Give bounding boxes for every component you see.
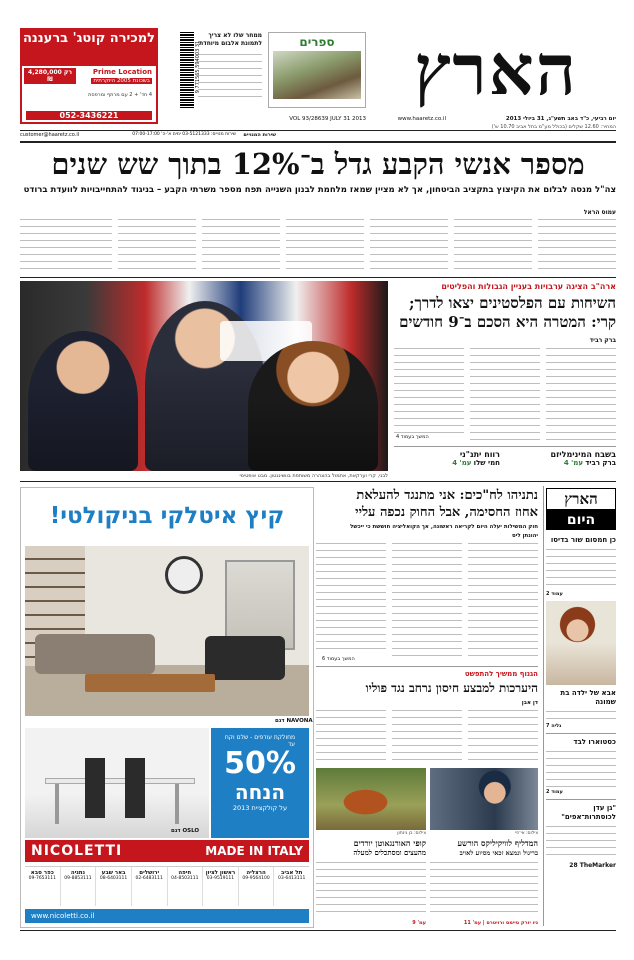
netanyahu-byline: יהונתן ליס <box>511 533 538 539</box>
ad-site: www.nicoletti.co.il <box>31 912 95 920</box>
netanyahu-headline-1[interactable]: נתניהו לח"כים: אני מתנגד להעלאת <box>356 488 538 503</box>
peace-body <box>394 346 616 442</box>
corner-ad-details: 4 חד' + 2 עם מרתף ומרפסת <box>88 92 152 98</box>
corner-ad[interactable] <box>20 28 158 124</box>
ad-sale-word: הנחה <box>234 780 286 804</box>
manning-headline-1[interactable]: המדליף לוויקיליקס הורשע <box>457 838 538 848</box>
masthead-teaser[interactable] <box>198 32 262 108</box>
ad-store-city: הרצליה <box>246 870 266 876</box>
lead-headline[interactable]: מספר אנשי הקבע גדל ב־12% בתוך שש שנים <box>51 147 585 181</box>
protest-kicker: הגנוף ממשיך להתפשט <box>464 670 538 678</box>
masthead-rule <box>20 130 616 131</box>
ad-sale-top: מחולקת עודפים - שלם וקח <box>224 734 296 741</box>
service-bar <box>20 132 616 140</box>
lead-body <box>20 217 616 275</box>
ad-made: MADE IN ITALY <box>205 844 303 858</box>
books-label: ספרים <box>299 35 335 49</box>
lead-byline: עמוס הראל <box>583 209 616 216</box>
ad-store[interactable] <box>95 867 131 906</box>
teaser-left-author: חמי שלו <box>473 459 500 467</box>
ad-store[interactable] <box>167 867 203 906</box>
corner-ad-price: רק 4,280,000 ₪ <box>24 68 76 84</box>
service-email[interactable]: customer@haaretz.co.il <box>20 132 80 138</box>
ad-oslo: דגם OSLO <box>171 828 200 834</box>
ad-headline: קיץ איטלקי בניקולטי! <box>49 503 285 529</box>
nicoletti-ad[interactable] <box>20 487 314 928</box>
ad-store-city: חיפה <box>178 870 192 876</box>
today-item-1-page: עמוד 2 <box>546 591 563 597</box>
corner-ad-prime: Prime Location <box>92 68 152 76</box>
peace-headline-2[interactable]: קרי: המטרה היא הסכם ב־9 חודשים <box>399 313 616 331</box>
masthead <box>20 28 616 128</box>
netanyahu-rule <box>316 666 538 667</box>
teaser-right-title: בשבח המינימליזם <box>550 450 616 459</box>
masthead-logo[interactable]: הארץ <box>413 28 579 111</box>
today-item-1-title: כן חמסום שור בדיסו <box>550 536 616 544</box>
corner-ad-phone[interactable]: 052-3436221 <box>26 111 152 120</box>
ad-sale-until: עד <box>287 741 295 748</box>
lead-subhead: צה"ל מנסה לבלום את הקיצוץ בתקציב הביטחון, אך לא מציין שמאז מלחמת לבנון השנייה תפח מספר משרתי הקבע – בניגוד להתחייבויות לוועדת ברודט <box>23 185 616 195</box>
peace-teaser-right[interactable] <box>506 450 616 467</box>
manning-photo[interactable] <box>430 768 538 830</box>
peace-kicker: ארה"ב הציגה ערבויות בעניין הגבולות והפליטים <box>441 282 616 291</box>
baboon-photo-caption: צילום: בן גינתון <box>397 831 426 836</box>
peace-photo[interactable] <box>20 281 388 471</box>
manning-headline-2[interactable]: בריגול ונמצא זכאי מסיוע לאויב <box>459 849 538 857</box>
protest-byline: דן אבן <box>521 700 538 706</box>
ad-navona: דגם NAVONA <box>275 718 313 724</box>
ad-store-city: נתניה <box>70 870 85 876</box>
ad-store-city: ראשון לציון <box>205 870 236 876</box>
teaser-text: ממחר שלו לא צריך לתמונת אלבום מיוחדת <box>199 32 262 47</box>
books-teaser[interactable] <box>268 32 366 108</box>
manning-body <box>430 860 538 918</box>
peace-continue[interactable]: המשך בעמוד 4 <box>396 434 429 440</box>
teaser-body <box>198 52 262 102</box>
netanyahu-continue[interactable]: המשך בעמוד 6 <box>322 656 355 662</box>
today-item-1[interactable] <box>546 536 616 597</box>
ad-store-city: ירושלים <box>139 870 160 876</box>
teaser-right-page: עמ' 4 <box>563 459 584 467</box>
peace-caption: לבני, קרי וערקאת, אתמול בהצהרה משותפת בוושינגטון. מבט אופטימי <box>239 473 388 479</box>
manning-photo-caption: צילום: אי־פי <box>515 831 538 836</box>
ad-store-phone: 03-9519111 <box>206 876 235 881</box>
baboon-continue[interactable]: עמ' 9 <box>412 920 426 926</box>
ad-room-photo <box>25 546 309 716</box>
today-photo <box>546 601 616 685</box>
today-label: היום <box>546 510 616 530</box>
protest-body <box>316 708 538 764</box>
today-item-3-page: עמוד 2 <box>546 789 563 795</box>
teaser-left-title: רווח יתנ"ני <box>459 450 500 459</box>
ad-brand-bar <box>25 840 309 862</box>
baboon-headline-2[interactable]: מהעצים ומסתכלים למעלה <box>353 848 426 857</box>
ad-store[interactable] <box>60 867 96 906</box>
service-hours: שירות מנויים: 03-5121333 ימים א'-ה' 07:00-17:00 <box>132 132 236 137</box>
netanyahu-subhead: חוק המשילות יעלה היום לקריאה ראשונה, אך הקואליציה חוששת כי ייכשל <box>350 524 538 530</box>
corner-ad-headline: למכירה קוטג' ברעננה <box>22 30 156 66</box>
ad-store[interactable] <box>238 867 274 906</box>
ad-stores <box>25 866 309 906</box>
teaser-right-author: ברק רביד <box>585 459 616 467</box>
ad-store-city: כפר סבא <box>30 870 54 876</box>
ad-store-city: באר שבע <box>101 870 126 876</box>
ad-store[interactable] <box>131 867 167 906</box>
corner-ad-prime-sub: בשכונת 2005 היוקרתית <box>93 78 150 84</box>
ad-store[interactable] <box>273 867 309 906</box>
teaser-left-page: עמ' 4 <box>452 459 472 467</box>
ad-store-phone: 02-6483111 <box>135 876 163 881</box>
today-item-4[interactable] <box>546 804 616 858</box>
today-item-4-title: "גן עדן לכוסתרות־אפים" <box>561 804 616 821</box>
ad-sale-badge <box>211 728 309 838</box>
books-photo <box>273 51 361 99</box>
masthead-site[interactable]: www.haaretz.co.il <box>397 116 446 122</box>
peace-teaser-left[interactable] <box>394 450 500 467</box>
today-item-3-title: כסטוארו לבד <box>573 738 616 746</box>
today-item-2-author: גליה 7 <box>546 723 562 729</box>
today-item-2[interactable] <box>546 689 616 729</box>
manning-continue[interactable]: ניו יורק טיימס ורויטרס | עמ' 11 <box>463 920 538 926</box>
peace-byline: ברק רביד <box>589 337 616 344</box>
peace-headline-1[interactable]: השיחות עם הפלסטינים יצאו לדרך; <box>408 294 616 312</box>
ad-store[interactable] <box>25 867 60 906</box>
ad-sale-sub: על קולקציית 2013 <box>232 804 288 812</box>
service-rule <box>20 141 616 143</box>
today-brand: הארץ <box>546 488 616 510</box>
today-footer: 28 TheMarker <box>569 862 616 869</box>
ad-store-phone: 09-8853111 <box>64 876 92 881</box>
baboon-headline-1[interactable]: קופי האורנגאוטן יורדים <box>353 838 426 848</box>
masthead-date: יום רביעי, כ"ד באב תשע"ג, 31 ביולי 2013 <box>505 116 616 122</box>
baboon-photo[interactable] <box>316 768 426 830</box>
ad-brand: NICOLETTI <box>31 843 123 859</box>
ad-store-phone: 04-8503111 <box>171 876 199 881</box>
peace-teaser-rule <box>394 446 616 447</box>
ad-sale-percent: 50% <box>224 746 296 781</box>
netanyahu-headline-2[interactable]: אחוז החסימה, אבל החוק נכפה עליי <box>355 505 538 520</box>
netanyahu-body <box>316 541 538 663</box>
barcode <box>180 32 194 108</box>
masthead-price: המחיר: 12.60 שקלים (בכולל מע"מ בתל אביב 10.70 ש') <box>491 124 616 130</box>
ad-site-bar[interactable] <box>25 909 309 923</box>
peace-rule <box>20 481 616 482</box>
ad-store-phone: 03-6413111 <box>277 876 306 881</box>
ad-store-phone: 09-9564100 <box>242 876 270 881</box>
protest-headline[interactable]: היערכות למבצע חיסון נרחב נגד פוליו <box>365 681 538 695</box>
ad-table-photo <box>25 728 209 838</box>
bottom-rule <box>20 930 616 931</box>
lead-rule <box>20 277 616 278</box>
ad-store-phone: 08-6403111 <box>99 876 128 881</box>
today-item-3[interactable] <box>546 738 616 795</box>
ad-store-city: תל אביב <box>281 870 303 876</box>
today-item-2-title: אבא של ילדה בת שמונה <box>560 689 616 706</box>
today-column <box>546 488 616 928</box>
service-label: שירות המנויים <box>243 132 276 138</box>
barcode-number: 9 771565 594003 31 <box>195 40 201 94</box>
ad-store-phone: 09-7653111 <box>28 876 57 881</box>
ad-store[interactable] <box>202 867 238 906</box>
masthead-issue: VOL 93/28639 JULY 31 2013 <box>289 116 366 122</box>
today-divider <box>543 486 544 926</box>
baboon-body <box>316 860 426 918</box>
